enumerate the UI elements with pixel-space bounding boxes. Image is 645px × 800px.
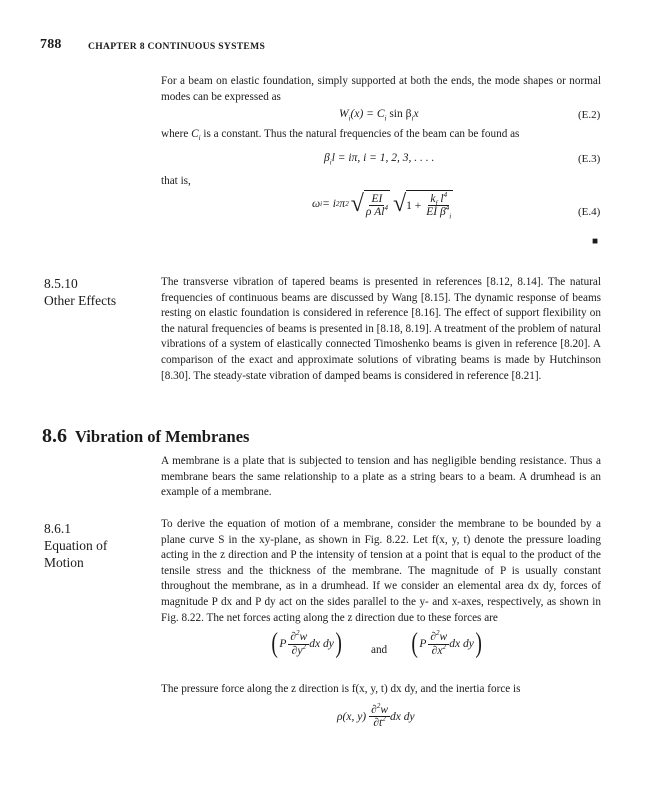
equation-e3: $\beta_il = i\pi$, i = 1, 2, 3, . . . . [324, 152, 435, 167]
fraction-ei-over-rho: $\frac{EI}{\rho Al^4}$ [364, 190, 390, 218]
section-8-5-10-number: 8.5.10 [44, 276, 78, 291]
section-8-5-10-body: The transverse vibration of tapered beams is presented in references [8.12, 8.14]. The natural frequencies of continuous beams are discussed by Wang [8.15]. The dynamic response of beams resting on elastic foundation is considered in reference [8.16]. The effect of support flexibility on the natural frequencies of beams is presented in [8.18, 8.19]. A treatment of the problem of natural vibrations of a system of elastically connected Timoshenko beams is given in reference [8.20]. A comparison of the exact and approximate solutions of vibrating beams is made by Hutchinson [8.30]. The steady-state vibration of damped beams is considered in reference [8.21]. [161, 276, 601, 382]
section-8-6-1-number: 8.6.1 [44, 521, 71, 536]
fraction-kf-over-ei: $\frac{k_f l^4}{EI \beta^4_i}$ [426, 191, 452, 221]
force-equation-x: ( P $\frac{\partial^2w}{\partial x^2}$ dx dy ) [411, 628, 482, 659]
page-number: 788 [40, 37, 62, 52]
inertia-equation: ρ(x, y) $\frac{\partial^2w}{\partial t^2}$ dx dy [337, 702, 415, 730]
sqrt-sign-2: √ [392, 190, 407, 217]
equation-e2: $W_i(x) = C_i$ $\sin \beta_ix$ [339, 108, 419, 123]
section-8-6-body: A membrane is a plate that is subjected to tension and has negligible bending resistance. Thus a membrane bears the same relationship to a plate as a string bears to a beam. A drumhead is an example of a membrane. [161, 455, 601, 499]
that-is-text: that is, [161, 175, 191, 187]
chapter-header: CHAPTER 8 CONTINUOUS SYSTEMS [88, 41, 266, 52]
section-8-6-1-body: To derive the equation of motion of a membrane, consider the membrane to be bounded by a plane curve S in the xy-plane, as shown in Fig. 8.22. Let f(x, y, t) denote the pressure loading acting in the z direction and P the intensity of tension at a point that is equal to the product of the tensile stress and the thickness of the membrane. The magnitude of P is usually constant throughout the membrane, as in a drumhead. If we consider an elemental area dx dy, forces of magnitude P dx and P dy act on the sides parallel to the y- and x-axes, respectively, as shown in Fig. 8.22. The net forces acting along the z direction due to these forces are [161, 518, 601, 624]
force-equation-y: ( P $\frac{\partial^2w}{\partial y^2}$ dx dy ) [271, 628, 342, 659]
sqrt-sign-1: √ [350, 190, 364, 217]
end-of-example-mark: ■ [592, 236, 599, 247]
equation-e4: ω i = i 2 π 2 √ $\frac{EI}{\rho Al^4}$ √ 1 + $\frac{k_f l^4}{EI \beta^4_i}$ [312, 190, 452, 221]
section-8-6-heading: 8.6 Vibration of Membranes [42, 425, 250, 447]
and-text: and [371, 644, 388, 656]
equation-number-e2: (E.2) [578, 109, 601, 121]
section-8-5-10-title: Other Effects [44, 293, 117, 308]
section-8-6-1-title-line2: Motion [44, 555, 84, 570]
constant-sentence: where $C_i$ is a constant. Thus the natural frequencies of the beam can be found as [161, 128, 520, 143]
equation-number-e4: (E.4) [578, 206, 601, 218]
section-8-6-1-title-line1: Equation of [44, 538, 108, 553]
pressure-force-text: The pressure force along the z direction is f(x, y, t) dx dy, and the inertia force is [161, 683, 521, 695]
equation-number-e3: (E.3) [578, 153, 601, 165]
example-intro: For a beam on elastic foundation, simply supported at both the ends, the mode shapes or normal modes can be expressed as [161, 75, 601, 103]
